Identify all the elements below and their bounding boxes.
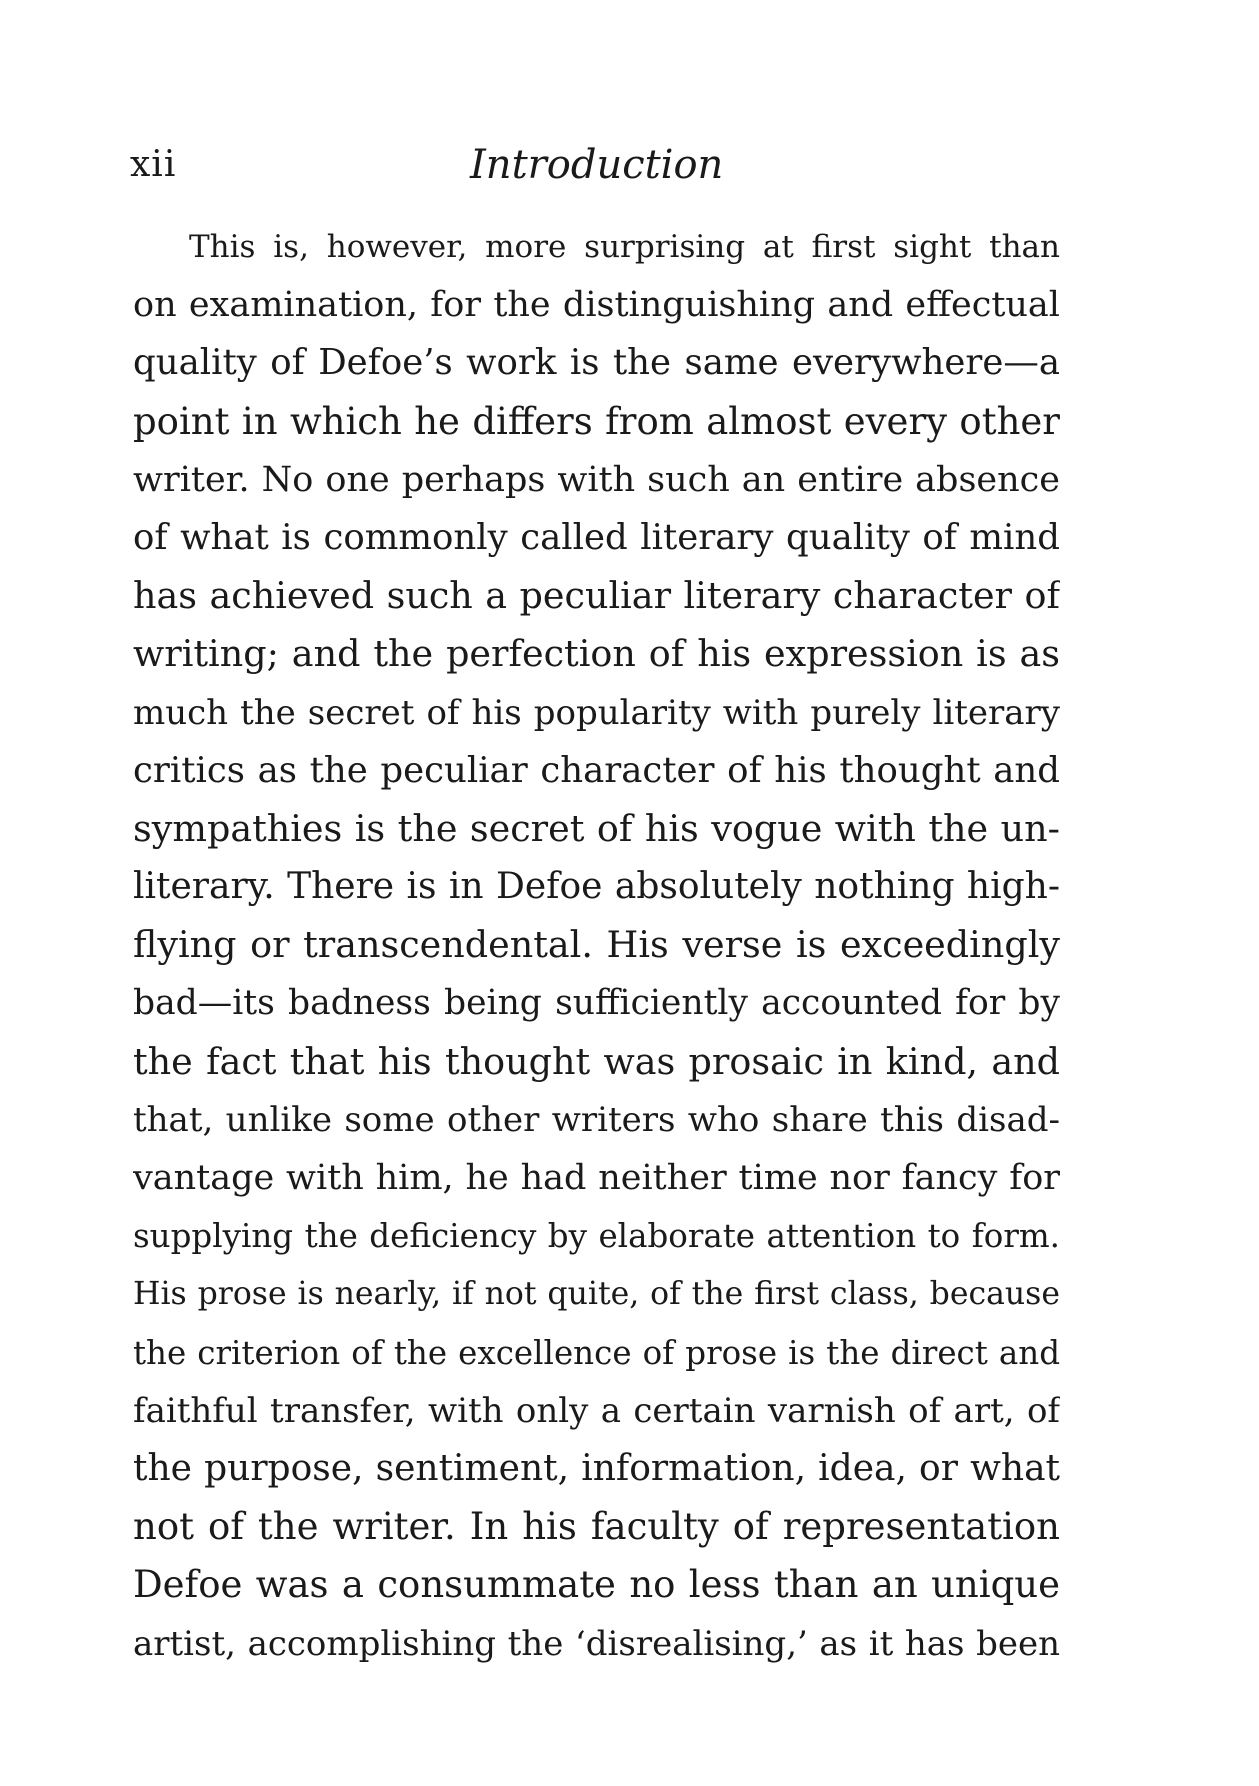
text-line: quality of Defoe’s work is the same everywhere—a (133, 342, 1060, 384)
text-line: artist, accomplishing the ‘disrealising,’ as it has been (133, 1623, 1060, 1664)
page-number: xii (130, 144, 177, 185)
text-line: much the secret of his popularity with purely literary (133, 692, 1060, 733)
text-line: writer. No one perhaps with such an entire absence (133, 459, 1060, 500)
text-line: bad—its badness being sufficiently accounted for by (133, 983, 1060, 1024)
text-line: This is, however, more surprising at first sight than (189, 229, 1060, 265)
text-line: point in which he differs from almost every other (133, 399, 1060, 443)
text-line: of what is commonly called literary quality of mind (133, 516, 1060, 558)
text-line: the fact that his thought was prosaic in kind, and (133, 1039, 1060, 1083)
text-line: critics as the peculiar character of his thought and (133, 749, 1060, 791)
text-line: on examination, for the distinguishing and effectual (133, 285, 1060, 326)
text-line: sympathies is the secret of his vogue with the un- (133, 806, 1060, 850)
body-paragraph (133, 224, 1060, 1679)
text-line: literary. There is in Defoe absolutely nothing high- (133, 866, 1060, 908)
text-line: the purpose, sentiment, information, idea, or what (133, 1447, 1060, 1489)
text-line: faithful transfer, with only a certain varnish of art, of (133, 1390, 1060, 1431)
text-line: has achieved such a peculiar literary character of (133, 574, 1060, 618)
running-head (130, 140, 1060, 190)
text-line: supplying the deficiency by elaborate attention to form. (133, 1217, 1060, 1256)
text-line: flying or transcendental. His verse is exceedingly (133, 923, 1060, 967)
text-line: writing; and the perfection of his expression is as (133, 632, 1060, 676)
text-line: Defoe was a consummate no less than an unique (133, 1563, 1060, 1607)
text-line: vantage with him, he had neither time nor fancy for (133, 1158, 1060, 1198)
running-title: Introduction (470, 142, 724, 188)
text-line: the criterion of the excellence of prose is the direct and (133, 1333, 1060, 1372)
text-line: His prose is nearly, if not quite, of the first class, because (133, 1276, 1060, 1313)
text-line: that, unlike some other writers who share this disad- (133, 1099, 1060, 1140)
text-line: not of the writer. In his faculty of representation (133, 1505, 1060, 1549)
